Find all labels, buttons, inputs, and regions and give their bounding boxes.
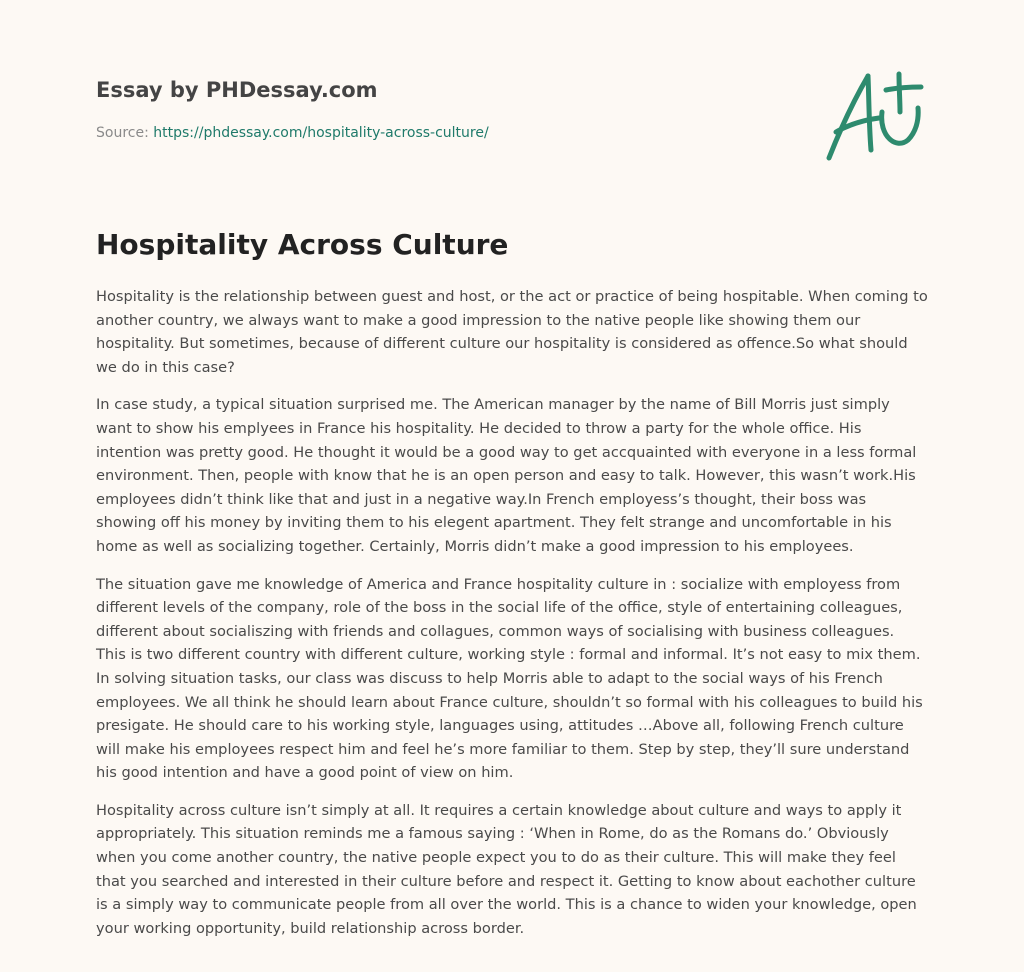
essay-page	[96, 0, 928, 937]
source-label: Source:	[96, 125, 149, 141]
source-link[interactable]: https://phdessay.com/hospitality-across-culture/	[153, 125, 489, 141]
essay-paragraph-2: In case study, a typical situation surprised me. The American manager by the name of Bill Morris just simply want to show his emplyees in France his hospitality. He decided to throw a party for the whole office. His intention was pretty good. He thought it would be a good way to get accquainted with everyone in a less formal environment. Then, people with know that he is an open person and easy to talk. However, this wasn’t work.His employees didn’t think like that and just in a negative way.In French employess’s thought, their boss was showing off his money by inviting them to his elegent apartment. They felt strange and uncomfortable in his home as well as socializing together. Certainly, Morris didn’t make a good impression to his employees.	[96, 396, 917, 555]
essay-paragraph-4: Hospitality across culture isn’t simply at all. It requires a certain knowledge about culture and ways to apply it appropriately. This situation reminds me a famous saying : ‘When in Rome, do as the Romans do.’ Obviously when you come another country, the native people expect you to do as their culture. This will make they feel that you searched and interested in their culture before and respect it. Getting to know about eachother culture is a simply way to communicate people from all over the world. This is a chance to widen your knowledge, open your working opportunity, build relationship across border.	[96, 801, 917, 937]
page-header	[96, 0, 928, 210]
site-title: Essay by PHDessay.com	[96, 78, 378, 102]
a-plus-logo-icon	[824, 66, 926, 166]
source-line	[96, 123, 489, 143]
essay-title: Hospitality Across Culture	[96, 228, 509, 261]
essay-body	[96, 285, 928, 954]
essay-paragraph-1: Hospitality is the relationship between guest and host, or the act or practice of being hospitable. When coming to another country, we always want to make a good impression to the native people like showing them our hospitality. But sometimes, because of different culture our hospitality is considered as offence.So what should we do in this case?	[96, 288, 928, 376]
essay-paragraph-3: The situation gave me knowledge of America and France hospitality culture in : socialize with employess from different levels of the company, role of the boss in the social life of the office, style of entertaining colleagues, different about socialiszing with friends and collagues, common ways of socialising with business colleagues. This is two different country with different culture, working style : formal and informal. It’s not easy to mix them. In solving situation tasks, our class was discuss to help Morris able to adapt to the social ways of his French employees. We all think he should learn about France culture, shouldn’t so formal with his colleagues to build his presigate. He should care to his working style, languages using, attitudes …Above all, following French culture will make his employees respect him and feel he’s more familiar to them. Step by step, they’ll sure understand his good intention and have a good point of view on him.	[96, 575, 923, 782]
